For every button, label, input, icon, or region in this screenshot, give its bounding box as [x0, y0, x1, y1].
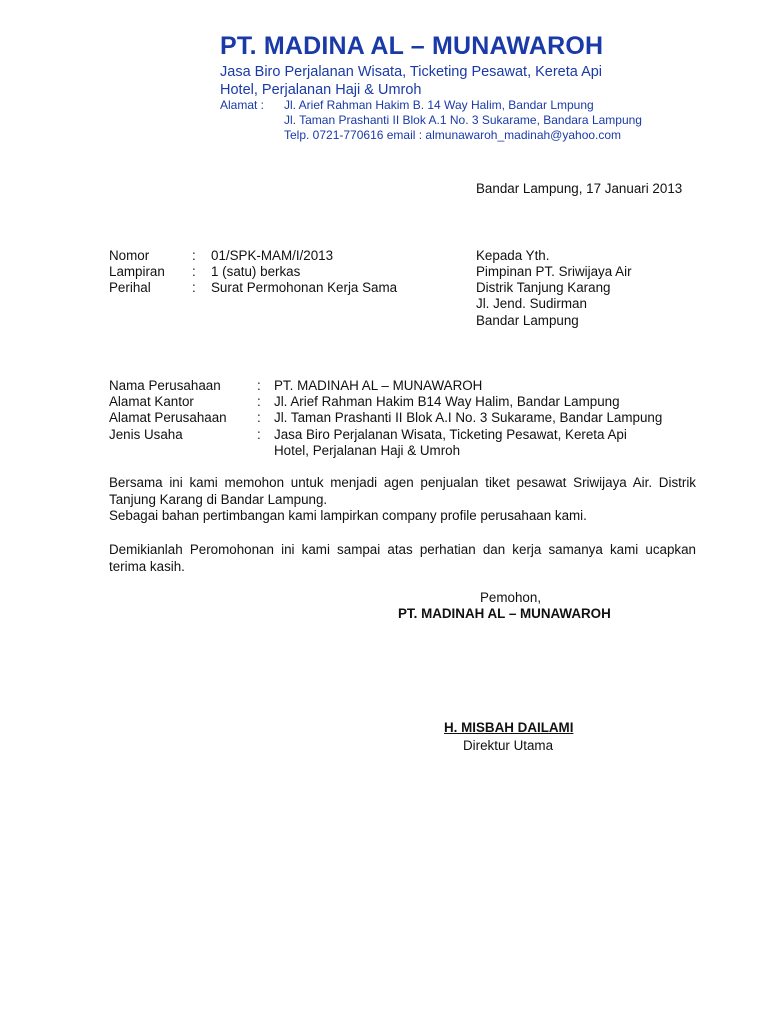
- recipient-line: Kepada Yth.: [476, 248, 550, 263]
- info-separator: :: [257, 378, 261, 393]
- recipient-line: Pimpinan PT. Sriwijaya Air: [476, 264, 632, 279]
- body-paragraph-2: Demikianlah Peromohonan ini kami sampai atas perhatian dan kerja samanya kami ucapkan terima kasih.: [109, 542, 696, 574]
- reference-label: Perihal: [109, 280, 151, 295]
- info-separator: :: [257, 410, 261, 425]
- info-separator: :: [257, 427, 261, 442]
- reference-separator: :: [192, 280, 196, 295]
- reference-value: 01/SPK-MAM/I/2013: [211, 248, 334, 263]
- recipient-line: Distrik Tanjung Karang: [476, 280, 611, 295]
- info-label: Alamat Perusahaan: [109, 410, 227, 425]
- reference-value: Surat Permohonan Kerja Sama: [211, 280, 398, 295]
- recipient-line: Bandar Lampung: [476, 313, 579, 328]
- info-value: PT. MADINAH AL – MUNAWAROH: [274, 378, 483, 393]
- info-value: Jl. Arief Rahman Hakim B14 Way Halim, Bandar Lampung: [274, 394, 620, 409]
- address-line-2: Jl. Taman Prashanti II Blok A.1 No. 3 Sukarame, Bandara Lampung: [284, 113, 642, 127]
- address-label: Alamat :: [220, 98, 265, 112]
- reference-label: Lampiran: [109, 264, 165, 279]
- body-paragraph-1b: Sebagai bahan pertimbangan kami lampirkan company profile perusahaan kami.: [109, 508, 587, 523]
- address-line-1: Jl. Arief Rahman Hakim B. 14 Way Halim, Bandar Lmpung: [284, 98, 594, 112]
- info-value-continuation: Hotel, Perjalanan Haji & Umroh: [274, 443, 461, 458]
- date-line: Bandar Lampung, 17 Januari 2013: [476, 181, 683, 196]
- info-value: Jasa Biro Perjalanan Wisata, Ticketing Pesawat, Kereta Api: [274, 427, 627, 442]
- signatory-name: H. MISBAH DAILAMI: [444, 720, 574, 735]
- info-value: Jl. Taman Prashanti II Blok A.I No. 3 Sukarame, Bandar Lampung: [274, 410, 663, 425]
- closing-label: Pemohon,: [480, 590, 542, 605]
- recipient-line: Jl. Jend. Sudirman: [476, 296, 587, 311]
- info-label: Nama Perusahaan: [109, 378, 221, 393]
- reference-separator: :: [192, 264, 196, 279]
- body-paragraph-1: Bersama ini kami memohon untuk menjadi agen penjualan tiket pesawat Sriwijaya Air. Distrik Tanjung Karang di Bandar Lampung.: [109, 475, 696, 507]
- signatory-title: Direktur Utama: [463, 738, 554, 753]
- reference-value: 1 (satu) berkas: [211, 264, 301, 279]
- info-label: Alamat Kantor: [109, 394, 194, 409]
- info-separator: :: [257, 394, 261, 409]
- tagline-line-2: Hotel, Perjalanan Haji & Umroh: [220, 82, 422, 98]
- reference-label: Nomor: [109, 248, 150, 263]
- closing-company: PT. MADINAH AL – MUNAWAROH: [398, 606, 611, 621]
- tagline-line-1: Jasa Biro Perjalanan Wisata, Ticketing Pesawat, Kereta Api: [220, 64, 603, 80]
- reference-separator: :: [192, 248, 196, 263]
- contact-line: Telp. 0721-770616 email : almunawaroh_madinah@yahoo.com: [284, 128, 622, 142]
- company-name-header: PT. MADINA AL – MUNAWAROH: [220, 32, 604, 60]
- info-label: Jenis Usaha: [109, 427, 183, 442]
